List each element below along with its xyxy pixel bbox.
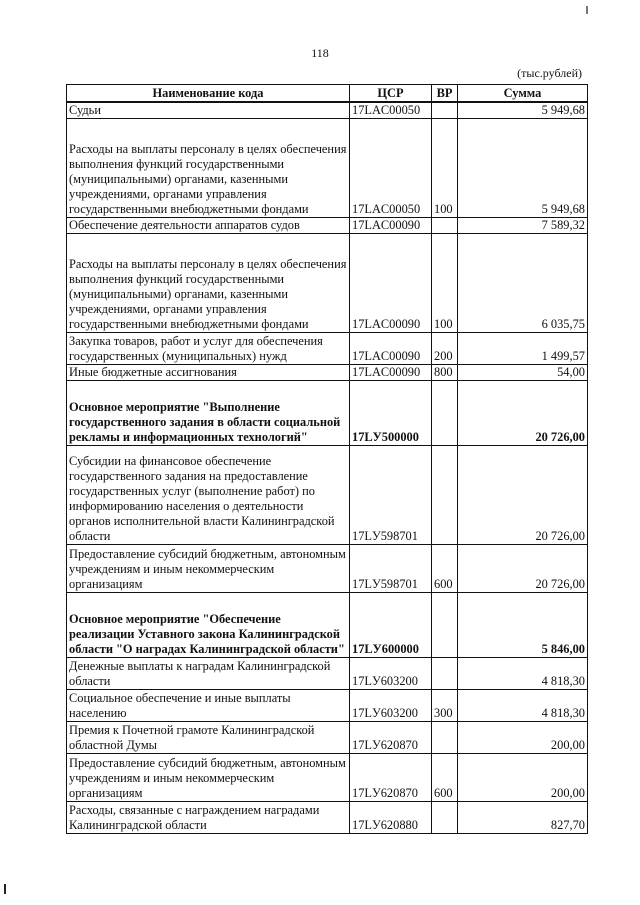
row-vr: [432, 722, 458, 754]
row-csr: 17LAC00050: [350, 119, 432, 218]
row-csr: 17LAC00050: [350, 102, 432, 119]
row-name: Расходы на выплаты персоналу в целях обеспечения выполнения функций государственными (муниципальными) органами, казенными учреждениями, органами управления государственными внебюджетными фондами: [67, 119, 350, 218]
row-sum: 54,00: [458, 365, 588, 381]
row-name: Субсидии на финансовое обеспечение государственного задания на предоставление государственных услуг (выполнение работ) по информированию населения о деятельности органов исполнительной власти Калининградской области: [67, 446, 350, 545]
row-vr: [432, 218, 458, 234]
row-vr: [432, 102, 458, 119]
table-row: [67, 446, 588, 545]
table-row: [67, 545, 588, 593]
row-csr: 17LУ620870: [350, 754, 432, 802]
budget-table: [66, 84, 588, 834]
row-csr: 17LУ603200: [350, 690, 432, 722]
table-row: [67, 333, 588, 365]
row-name: Основное мероприятие "Выполнение государственного задания в области социальной рекламы и информационных технологий": [67, 381, 350, 446]
row-vr: [432, 658, 458, 690]
row-csr: 17LAC00090: [350, 365, 432, 381]
header-vr: ВР: [432, 85, 458, 103]
row-name: Социальное обеспечение и иные выплаты населению: [67, 690, 350, 722]
row-sum: 5 949,68: [458, 102, 588, 119]
row-sum: 20 726,00: [458, 446, 588, 545]
table-header-row: [67, 85, 588, 103]
row-sum: 5 846,00: [458, 593, 588, 658]
row-sum: 6 035,75: [458, 234, 588, 333]
row-name: Денежные выплаты к наградам Калининградской области: [67, 658, 350, 690]
row-csr: 17LAC00090: [350, 218, 432, 234]
row-name: Предоставление субсидий бюджетным, автономным учреждениям и иным некоммерческим организациям: [67, 754, 350, 802]
row-csr: 17LУ598701: [350, 545, 432, 593]
table-row-section: [67, 593, 588, 658]
row-vr: 200: [432, 333, 458, 365]
units-label: (тыс.рублей): [517, 66, 582, 80]
row-name: Закупка товаров, работ и услуг для обеспечения государственных (муниципальных) нужд: [67, 333, 350, 365]
row-csr: 17LУ598701: [350, 446, 432, 545]
row-csr: 17LУ500000: [350, 381, 432, 446]
row-vr: 100: [432, 119, 458, 218]
table-row: [67, 690, 588, 722]
row-sum: 1 499,57: [458, 333, 588, 365]
row-name: Судьи: [67, 102, 350, 119]
row-vr: 100: [432, 234, 458, 333]
row-name: Предоставление субсидий бюджетным, автономным учреждениям и иным некоммерческим организациям: [67, 545, 350, 593]
scan-mark: [586, 6, 588, 14]
row-vr: 600: [432, 545, 458, 593]
header-sum: Сумма: [458, 85, 588, 103]
row-csr: 17LУ620880: [350, 802, 432, 834]
row-vr: [432, 446, 458, 545]
row-sum: 7 589,32: [458, 218, 588, 234]
table-row: [67, 802, 588, 834]
row-sum: 827,70: [458, 802, 588, 834]
row-sum: 20 726,00: [458, 381, 588, 446]
table-row: [67, 234, 588, 333]
row-name: Обеспечение деятельности аппаратов судов: [67, 218, 350, 234]
row-csr: 17LУ600000: [350, 593, 432, 658]
row-csr: 17LУ603200: [350, 658, 432, 690]
row-sum: 4 818,30: [458, 658, 588, 690]
row-vr: [432, 593, 458, 658]
table-row: [67, 218, 588, 234]
row-name: Расходы на выплаты персоналу в целях обеспечения выполнения функций государственными (муниципальными) органами, казенными учреждениями, органами управления государственными внебюджетными фондами: [67, 234, 350, 333]
row-vr: [432, 381, 458, 446]
row-csr: 17LAC00090: [350, 234, 432, 333]
header-csr: ЦСР: [350, 85, 432, 103]
row-csr: 17LAC00090: [350, 333, 432, 365]
row-sum: 5 949,68: [458, 119, 588, 218]
row-sum: 4 818,30: [458, 690, 588, 722]
table-row: [67, 722, 588, 754]
header-name: Наименование кода: [67, 85, 350, 103]
row-name: Расходы, связанные с награждением наградами Калининградской области: [67, 802, 350, 834]
table-row: [67, 119, 588, 218]
row-vr: 600: [432, 754, 458, 802]
table-row-section: [67, 381, 588, 446]
page-number: 118: [311, 46, 329, 60]
table-row: [67, 658, 588, 690]
row-vr: 300: [432, 690, 458, 722]
row-sum: 20 726,00: [458, 545, 588, 593]
row-name: Основное мероприятие "Обеспечение реализации Уставного закона Калининградской области "О наградах Калининградской области": [67, 593, 350, 658]
row-name: Иные бюджетные ассигнования: [67, 365, 350, 381]
row-name: Премия к Почетной грамоте Калининградской областной Думы: [67, 722, 350, 754]
row-sum: 200,00: [458, 754, 588, 802]
table-row: [67, 365, 588, 381]
row-vr: 800: [432, 365, 458, 381]
row-sum: 200,00: [458, 722, 588, 754]
table-row: [67, 754, 588, 802]
row-vr: [432, 802, 458, 834]
scan-mark: [4, 884, 6, 894]
table-row: [67, 102, 588, 119]
row-csr: 17LУ620870: [350, 722, 432, 754]
